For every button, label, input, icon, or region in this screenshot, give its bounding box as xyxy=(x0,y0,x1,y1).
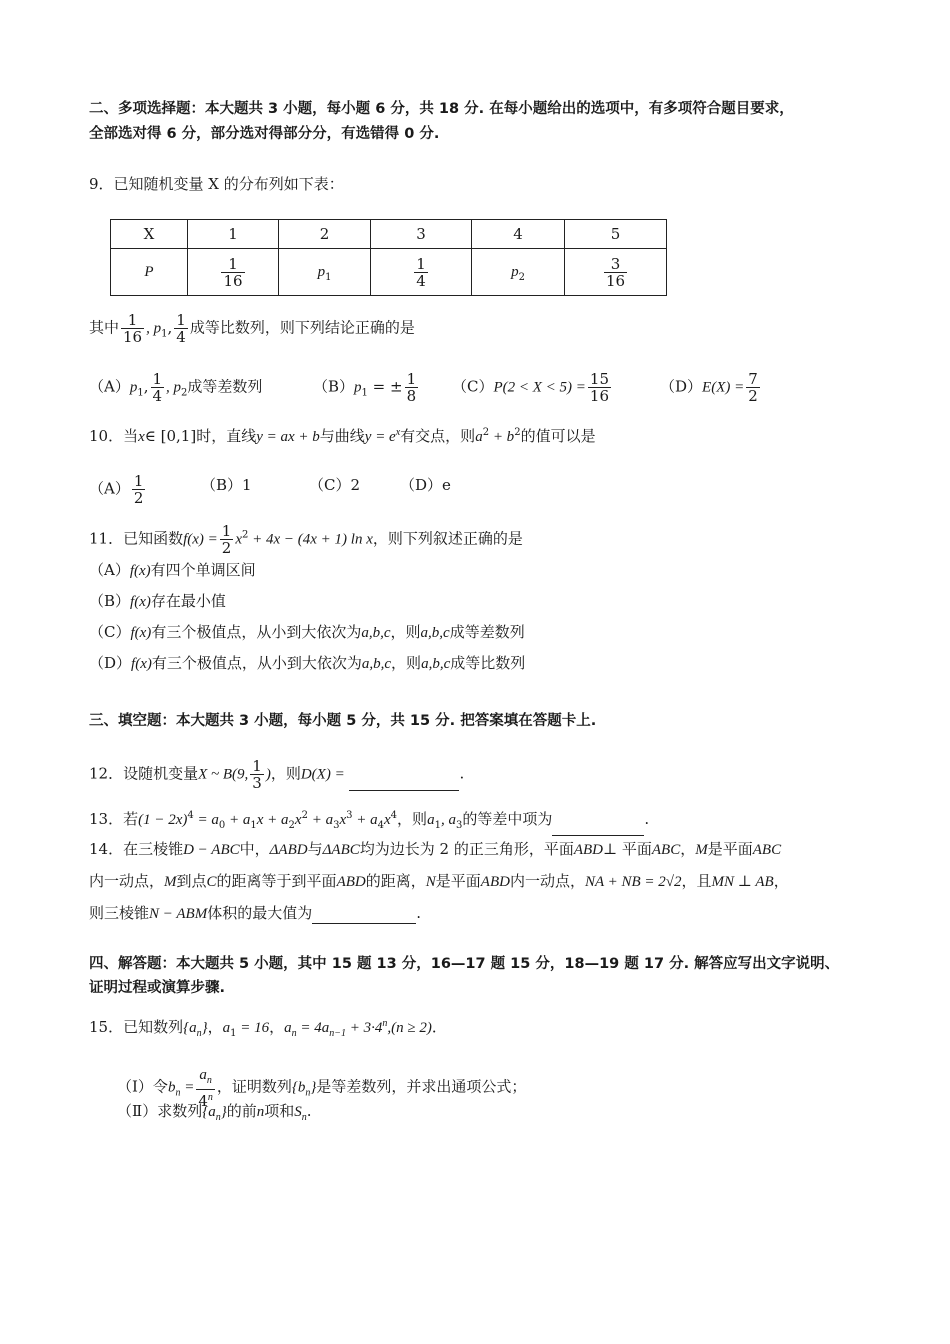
section2-header-line1: 二、多项选择题：本大题共 3 小题，每小题 6 分，共 18 分. 在每小题给出的选项中，有多项符合题目要求， xyxy=(89,101,794,117)
table-cell: $p_1$ xyxy=(279,249,371,296)
section4-header-line1: 四、解答题：本大题共 5 小题，其中 15 题 13 分，16—17 题 15 分，18—19 题 17 分. 解答应写出文字说明、 xyxy=(89,956,840,972)
fraction: $\frac{3}{16}$ xyxy=(605,254,626,290)
table-cell: P xyxy=(111,249,188,296)
q9-option-c[interactable]: （C）P(2 < X < 5) = $\frac{15}{16}$ xyxy=(452,370,610,405)
q13-stem: 13．若$(1 - 2x)^4 = a_0 + a_1x + a_2x^2 + a_3x^3 + a_4x^4$，则$a_1$, $a_3$的等差中项为 . xyxy=(89,806,649,836)
q11-option-c[interactable]: （C）f(x)有三个极值点，从小到大依次为a,b,c，则a,b,c成等差数列 xyxy=(89,623,525,641)
table-cell: 5 xyxy=(565,220,667,249)
table-cell: 2 xyxy=(279,220,371,249)
q9-option-d[interactable]: （D）E(X) = $\frac{7}{2}$ xyxy=(660,370,758,405)
table-cell xyxy=(371,249,472,296)
fraction: $\frac{1}{4}$ xyxy=(416,254,426,290)
table-cell: 1 xyxy=(188,220,279,249)
table-cell xyxy=(188,249,279,296)
q9-condition: 其中 $\frac{1}{16}$ , $p_1$, $\frac{1}{4}$ 成等比数列，则下列结论正确的是 xyxy=(89,311,415,346)
q14-line1: 14．在三棱锥D − ABC中，ΔABD与ΔABC均为边长为 2 的正三角形，平面ABD⊥ 平面ABC，M是平面ABC xyxy=(89,840,782,858)
fraction: $\frac{1}{16}$ xyxy=(223,254,243,290)
q10-option-d[interactable]: （D）e xyxy=(400,476,451,494)
q14-line2: 内一动点，M到点C的距离等于到平面ABD的距离，N是平面ABD内一动点，NA + NB = 2√2，且MN ⊥ AB， xyxy=(89,872,789,890)
section2-header-line2: 全部选对得 6 分，部分选对得部分分，有选错得 0 分. xyxy=(89,126,440,142)
q9-option-a[interactable]: $(A)p_1$, $\frac{1}{4}$ , $p_2$成等差数列 xyxy=(89,370,263,405)
table-cell: $p_2$ xyxy=(472,249,565,296)
section3-header: 三、填空题：本大题共 3 小题，每小题 5 分，共 15 分. 把答案填在答题卡上. xyxy=(89,713,597,729)
q11-option-b[interactable]: （B）f(x)存在最小值 xyxy=(89,592,226,610)
q9-distribution-table xyxy=(110,219,667,296)
q15-part1: （Ⅰ）令$b_n$ = $\frac{a_n}{4^n}$ ，证明数列$\{b_n\}$是等差数列，并求出通项公式； xyxy=(117,1067,527,1110)
answer-blank[interactable] xyxy=(349,774,459,791)
q9-option-b[interactable]: $(B)p_1$ = ± $\frac{1}{8}$ xyxy=(313,370,417,405)
q10-option-c[interactable]: （C）2 xyxy=(309,476,361,494)
q10-stem: 10．当x∈ [0,1]时，直线y = ax + b与曲线$y = e^x$有交点，则$a^2 + b^2$的值可以是 xyxy=(89,427,596,445)
table-cell: 4 xyxy=(472,220,565,249)
q10-option-b[interactable]: （B）1 xyxy=(201,476,252,494)
table-cell xyxy=(565,249,667,296)
q11-stem: 11．已知函数f(x) = $\frac{1}{2}$ $x^2 + 4x - (4x + 1)$ ln x，则下列叙述正确的是 xyxy=(89,522,523,557)
table-row xyxy=(111,220,667,249)
table-cell: 3 xyxy=(371,220,472,249)
q10-option-a[interactable]: （A） $\frac{1}{2}$ xyxy=(89,472,144,507)
q12-stem: 12．设随机变量X ~ B(9, $\frac{1}{3}$ )，则D(X) = . xyxy=(89,757,465,792)
q11-option-d[interactable]: （D）f(x)有三个极值点，从小到大依次为a,b,c，则a,b,c成等比数列 xyxy=(89,654,526,672)
answer-blank[interactable] xyxy=(312,907,416,924)
table-row xyxy=(111,249,667,296)
q11-option-a[interactable]: （A）f(x)有四个单调区间 xyxy=(89,561,256,579)
q15-stem: 15．已知数列$\{a_n\}$，$a_1 = 16$，$a_n = 4a_{n-1} + 3\cdot 4^n,(n \ge 2)$． xyxy=(89,1018,447,1039)
answer-blank[interactable] xyxy=(552,819,644,836)
section4-header-line2: 证明过程或演算步骤. xyxy=(89,980,226,996)
q9-stem: 9．已知随机变量 X 的分布列如下表： xyxy=(89,175,344,193)
q15-part2: （Ⅱ）求数列$\{a_n\}$的前n项和$S_n$. xyxy=(117,1102,312,1123)
q14-line3: 则三棱锥N − ABM体积的最大值为 . xyxy=(89,904,421,922)
table-cell: X xyxy=(111,220,188,249)
